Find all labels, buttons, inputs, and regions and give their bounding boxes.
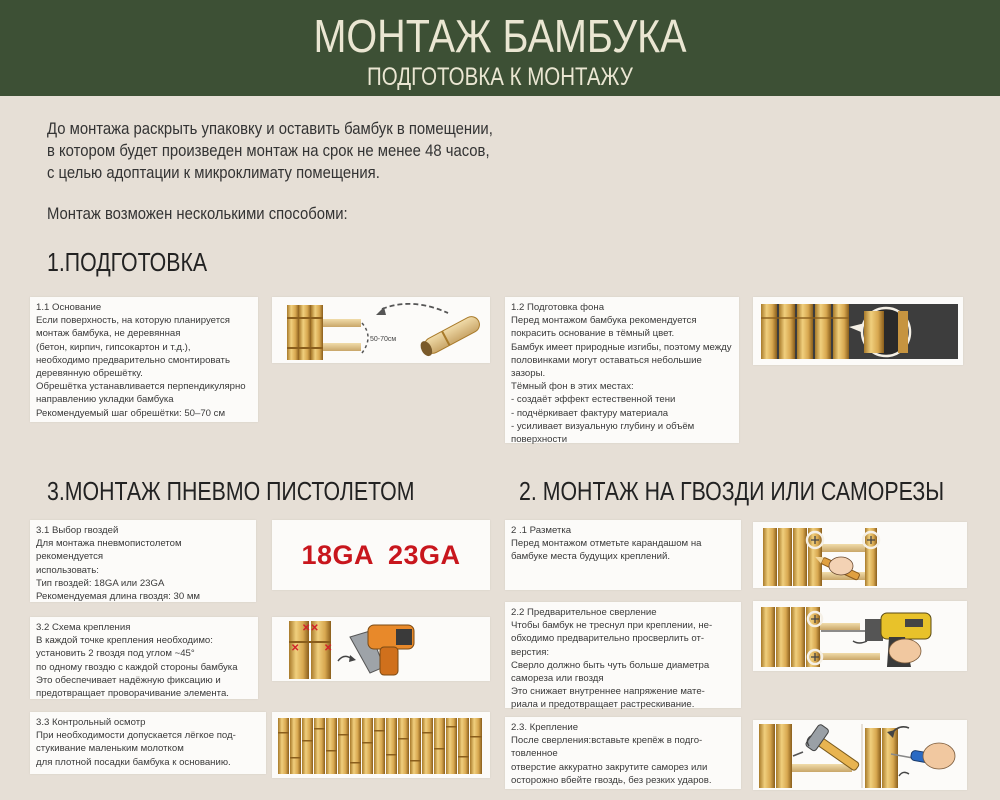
card-1-2-text	[505, 297, 739, 446]
card-line: бамбуке места будущих креплений.	[511, 551, 671, 563]
section-heading-nails-screws: 2. МОНТАЖ НА ГВОЗДИ ИЛИ САМОРЕЗЫ	[519, 476, 945, 506]
card-line: - подчёркивает фактуру материала	[511, 407, 669, 419]
bamboo-lath-diagram-icon	[272, 297, 490, 363]
card-title: 1.2 Подготовка фона	[511, 302, 605, 313]
card-line: Тёмный фон в этих местах:	[511, 381, 634, 393]
methods-text: Монтаж возможен несколькими способоми:	[47, 205, 348, 223]
card-title: 2 .1 Разметка	[511, 525, 572, 536]
pencil-marking-diagram-icon	[753, 522, 967, 588]
section-heading-pneumatic: 3.МОНТАЖ ПНЕВМО ПИСТОЛЕТОМ	[47, 476, 415, 506]
card-line: Обрешётка устанавливается перпендикулярно	[36, 381, 246, 393]
card-line: Тип гвоздей: 18GA или 23GA	[36, 577, 165, 589]
gauge-23ga: 23GA	[388, 540, 461, 570]
card-line: Для монтажа пневмопистолетом	[36, 538, 182, 550]
card-line: Чтобы бамбук не треснул при креплении, не-	[511, 620, 713, 632]
card-title: 2.2 Предварительное сверление	[511, 607, 657, 618]
card-line: зазоры.	[511, 368, 546, 380]
card-line: монтаж бамбука, не деревянная	[36, 328, 181, 340]
card-line: В каждой точке крепления необходимо:	[36, 635, 213, 647]
card-title: 1.1 Основание	[36, 302, 102, 313]
card-line: направлению укладки бамбука	[36, 394, 174, 406]
card-line: Бамбук имеет природные изгибы, поэтому между	[511, 341, 732, 353]
nail-gun-diagram-icon	[272, 617, 490, 681]
card-2-3-text	[505, 717, 741, 789]
card-line: отверстие аккуратно закрутите саморез или	[511, 761, 708, 773]
card-2-1-text	[505, 520, 741, 590]
intro-line: в котором будет произведен монтаж на срок не менее 48 часов,	[47, 142, 490, 160]
card-line: покрасить основание в тёмный цвет.	[511, 328, 675, 340]
card-line: обходимо предварительно просверлить от-	[511, 633, 705, 645]
dark-background-diagram-icon	[753, 297, 963, 365]
page-subtitle: ПОДГОТОВКА К МОНТАЖУ	[367, 63, 633, 91]
drill-diagram-icon	[753, 601, 967, 671]
card-line: Перед монтажом бамбука рекомендуется	[511, 315, 697, 327]
card-title: 3.2 Схема крепления	[36, 622, 131, 633]
card-line: Если поверхность, на которую планируется	[36, 315, 230, 327]
card-line: стукивание маленьким молотком	[36, 743, 184, 755]
intro-line: с целью адоптации к микроклимату помещения.	[47, 164, 380, 182]
card-title: 3.3 Контрольный осмотр	[36, 717, 146, 728]
card-line: необходимо предварительно смонтировать	[36, 354, 230, 366]
card-line: самореза или гвоздя	[511, 673, 604, 685]
card-line: Рекомендуемый шаг обрешётки: 50–70 см	[36, 407, 226, 419]
card-2-2-text	[505, 602, 741, 711]
page-title: МОНТАЖ БАМБУКА	[313, 10, 687, 62]
card-line: Рекомендуемая длина гвоздя: 30 мм	[36, 591, 201, 603]
card-line: верстия:	[511, 646, 550, 658]
svg-text:50-70см: 50-70см	[370, 336, 397, 343]
card-3-2-text	[30, 617, 258, 699]
card-title: 2.3. Крепление	[511, 722, 579, 733]
section-heading-preparation: 1.ПОДГОТОВКА	[47, 247, 208, 277]
gauge-18ga: 18GA	[301, 540, 374, 570]
card-line: Это обеспечивает надёжную фиксацию и	[36, 674, 221, 686]
card-line: товленное	[511, 748, 558, 760]
card-1-1-text	[30, 297, 258, 422]
card-line: Перед монтажом отметьте карандашом на	[511, 538, 702, 550]
card-line: для плотной посадки бамбука к основанию.	[36, 756, 231, 768]
card-line: предотвращает проворачивание элемента.	[36, 688, 229, 700]
card-line: При необходимости допускается лёгкое под-	[36, 730, 236, 742]
card-line: - создаёт эффект естественной тени	[511, 394, 676, 406]
card-title: 3.1 Выбор гвоздей	[36, 525, 119, 536]
nail-gauge-labels	[272, 520, 490, 590]
card-line: (бетон, кирпич, гипсокартон и т.д.),	[36, 341, 191, 353]
card-line: риала и предотвращает растрескивание.	[511, 699, 695, 711]
svg-text:✕: ✕	[291, 643, 300, 654]
card-line: половинками могут оставаться небольшие	[511, 354, 702, 366]
card-line: установить 2 гвоздя под углом ~45°	[36, 648, 195, 660]
card-line: - усиливает визуальную глубину и объём	[511, 420, 695, 432]
svg-text:✕: ✕	[324, 643, 333, 654]
card-line: осторожно вбейте гвоздь, без резких ударов.	[511, 774, 712, 786]
page-header	[0, 0, 1000, 96]
hammer-screwdriver-diagram-icon	[753, 720, 967, 790]
card-line: Это снижает внутреннее напряжение мате-	[511, 686, 705, 698]
bamboo-panel-icon	[272, 712, 490, 778]
svg-text:✕✕: ✕✕	[302, 623, 319, 634]
card-3-3-text	[30, 712, 266, 774]
card-line: Сверло должно быть чуть больше диаметра	[511, 659, 710, 671]
card-line: по одному гвоздю с каждой стороны бамбука	[36, 661, 238, 673]
card-line: поверхности	[511, 434, 568, 446]
intro-text	[47, 118, 641, 184]
intro-line: До монтажа раскрыть упаковку и оставить бамбук в помещении,	[47, 120, 493, 138]
card-3-1-text	[30, 520, 256, 602]
card-line: рекомендуется	[36, 551, 104, 563]
card-line: деревянную обрешётку.	[36, 368, 143, 380]
card-line: использовать:	[36, 564, 99, 576]
card-line: После сверления:вставьте крепёж в подго-	[511, 735, 703, 747]
